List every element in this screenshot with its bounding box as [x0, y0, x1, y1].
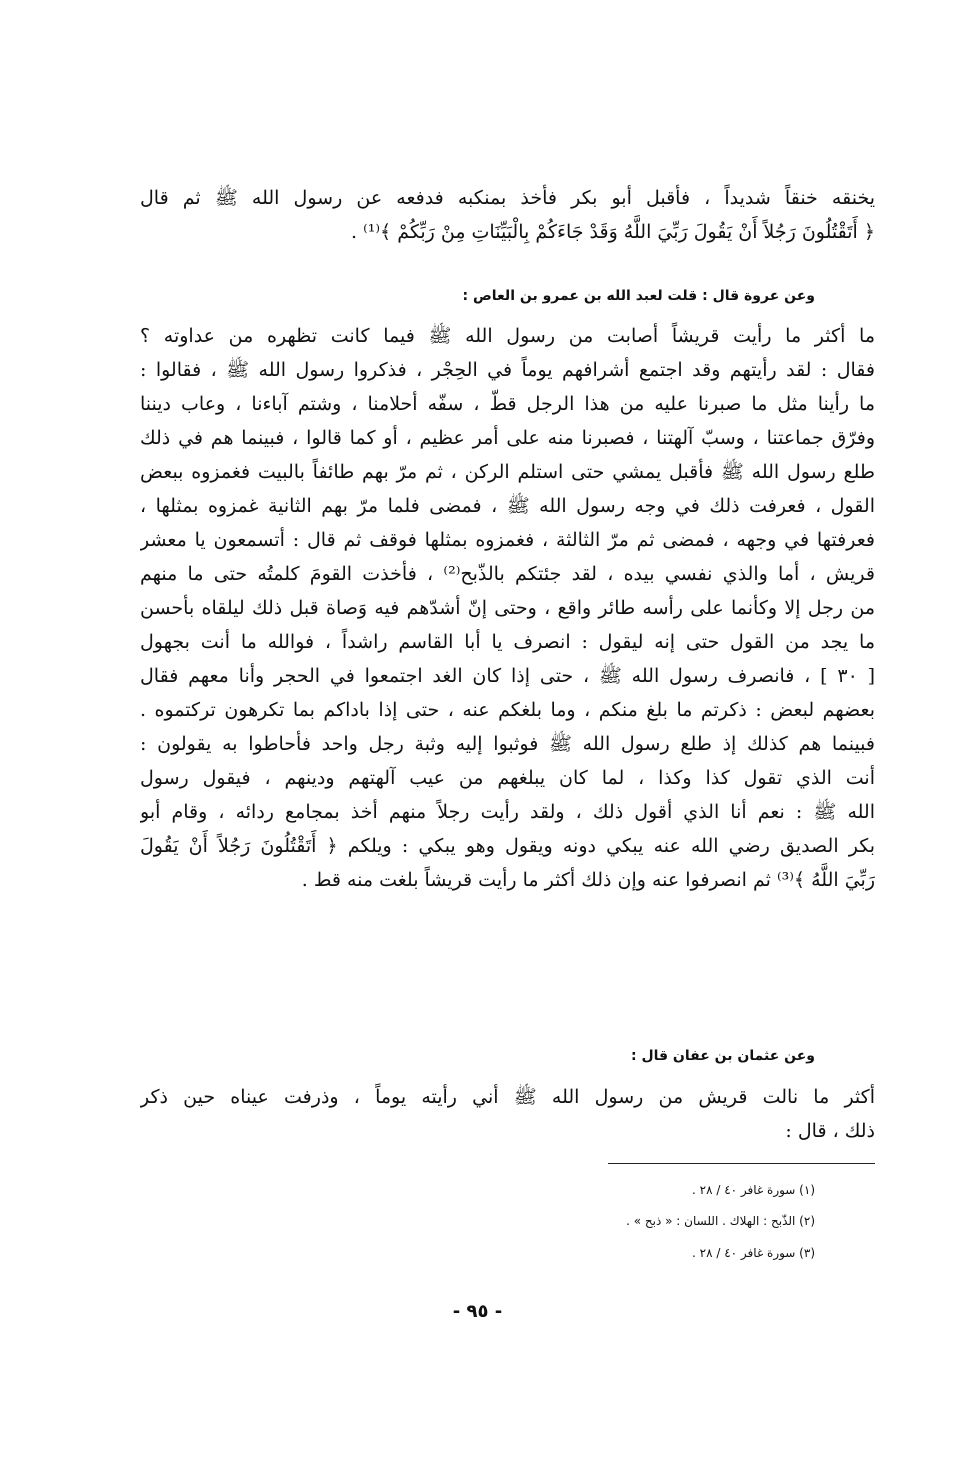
text-line: بكر الصديق رضي الله عنه يبكي دونه ويقول وهو يبكي : ويلكم ﴿ أَتَقْتُلُونَ رَجُلاً أَنْ يَقُولَ: [140, 835, 875, 857]
footnote-2: (٢) الذّبح : الهلاك . اللسان : « ذبح » .: [626, 1214, 815, 1228]
paragraph-continuation: [140, 181, 875, 249]
text-line: يخنقه خنقاً شديداً ، فأقبل أبو بكر فأخذ بمنكبه فدفعه عن رسول الله ﷺ ثم قال: [140, 187, 875, 209]
text-line: [ ٣٠ ] ، فانصرف رسول الله ﷺ ، حتى إذا كان الغد اجتمعوا في الحجر وأنا معهم فقال: [140, 665, 875, 687]
section-heading: وعن عروة قال : قلت لعبد الله بن عمرو بن العاص :: [462, 288, 815, 304]
text-line: فقال : لقد رأيتهم وقد اجتمع أشرافهم يوماً في الحِجْر ، فذكروا رسول الله ﷺ ، فقالوا :: [140, 359, 875, 381]
paragraph-final: [140, 1080, 875, 1148]
text-line: فبينما هم كذلك إذ طلع رسول الله ﷺ فوثبوا إليه وثبة رجل واحد فأحاطوا به يقولون :: [140, 733, 875, 755]
text-line: طلع رسول الله ﷺ فأقبل يمشي حتى استلم الركن ، ثم مرّ بهم طائفاً بالبيت فغمزوه ببعض: [140, 461, 875, 483]
text-line: قريش ، أما والذي نفسي بيده ، لقد جئتكم بالذّبح⁽²⁾ ، فأخذت القومَ كلمتُه حتى ما منهم: [140, 563, 875, 585]
text-line: أكثر ما نالت قريش من رسول الله ﷺ أني رأيته يوماً ، وذرفت عيناه حين ذكر: [140, 1086, 875, 1108]
footnote-3: (٣) سورة غافر ٤٠ / ٢٨ .: [692, 1246, 815, 1260]
text-line: القول ، فعرفت ذلك في وجه رسول الله ﷺ ، فمضى فلما مرّ بهم الثانية غمزوه بمثلها ،: [140, 495, 875, 517]
text-line: من رجل إلا وكأنما على رأسه طائر واقع ، وحتى إنّ أشدّهم فيه وَصاة قبل ذلك ليلقاه بأحسن: [140, 597, 875, 619]
footnote-divider: [608, 1163, 875, 1164]
text-line: رَبِّيَ اللَّهُ ﴾⁽³⁾ ثم انصرفوا عنه وإن ذلك أكثر ما رأيت قريشاً بلغت منه قط .: [301, 869, 875, 891]
text-line: أنت الذي تقول كذا وكذا ، لما كان يبلغهم من عيب آلهتهم ودينهم ، فيقول رسول: [140, 767, 875, 789]
text-line: ما يجد من القول حتى إنه ليقول : انصرف يا أبا القاسم راشداً ، فوالله ما أنت بجهول: [140, 631, 875, 653]
text-line: وفرّق جماعتنا ، وسبّ آلهتنا ، فصبرنا منه على أمر عظيم ، أو كما قالوا ، فبينما هم في ذلك: [140, 427, 875, 449]
text-line: ما رأينا مثل ما صبرنا عليه من هذا الرجل قطّ ، سفّه أحلامنا ، وشتم آباءنا ، وعاب ديننا: [140, 393, 875, 415]
section-heading: وعن عثمان بن عفان قال :: [631, 1048, 815, 1064]
footnote-1: (١) سورة غافر ٤٠ / ٢٨ .: [692, 1183, 815, 1197]
text-line: ما أكثر ما رأيت قريشاً أصابت من رسول الله ﷺ فيما كانت تظهره من عداوته ؟: [140, 325, 875, 347]
text-line: الله ﷺ : نعم أنا الذي أقول ذلك ، ولقد رأيت رجلاً منهم أخذ بمجامع ردائه ، وقام أبو: [140, 801, 875, 823]
text-line: بعضهم لبعض : ذكرتم ما بلغ منكم ، وما بلغكم عنه ، حتى إذا باداكم بما تكرهون تركتموه .: [140, 699, 875, 721]
text-line: ذلك ، قال :: [785, 1120, 875, 1142]
page-number: - ٩٥ -: [452, 1301, 503, 1322]
text-line: فعرفتها في وجهه ، فمضى ثم مرّ الثالثة ، فغمزوه بمثلها فوقف ثم قال : أتسمعون يا معشر: [140, 529, 875, 551]
text-line: ﴿ أَتَقْتُلُونَ رَجُلاً أَنْ يَقُولَ رَبِّيَ اللَّهُ وَقَدْ جَاءَكُمْ بِالْبَيِّنَاتِ مِنْ رَبِّكُمْ ﴾⁽¹⁾ .: [351, 221, 875, 243]
paragraph-main: [140, 319, 875, 897]
